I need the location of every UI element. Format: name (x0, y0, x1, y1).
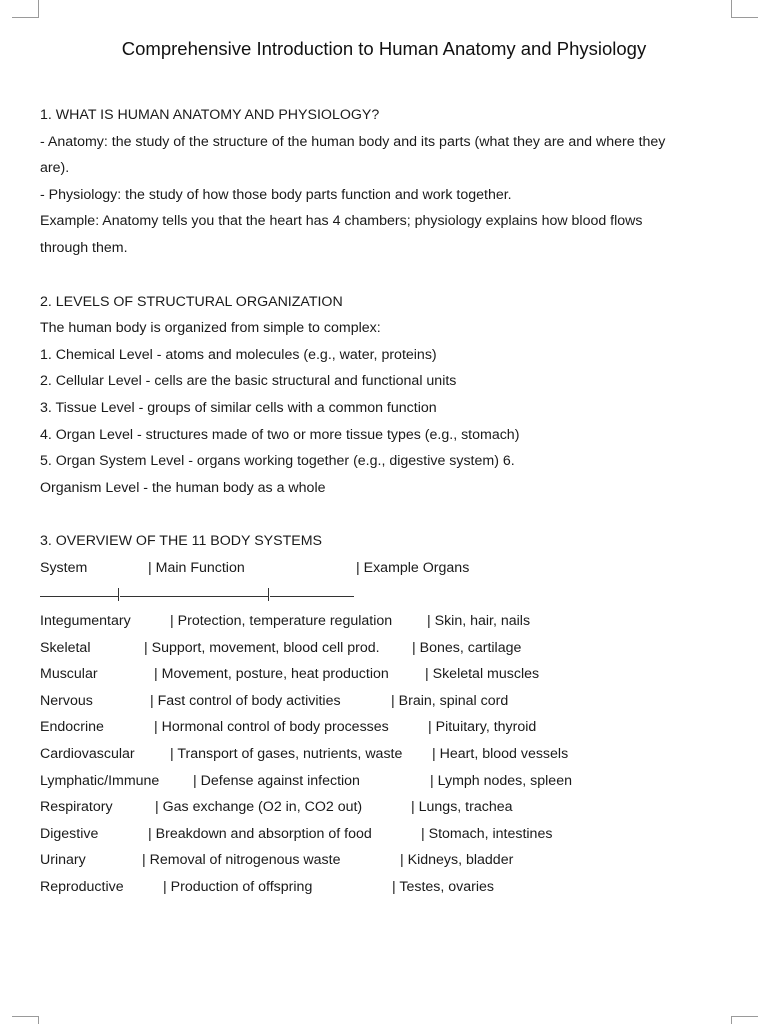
physiology-definition: - Physiology: the study of how those body parts function and work together. (40, 186, 512, 203)
system-function: | Support, movement, blood cell prod. (144, 639, 380, 656)
document-title: Comprehensive Introduction to Human Anatomy and Physiology (121, 38, 647, 59)
system-function: | Defense against infection (193, 772, 360, 789)
system-organs: | Skeletal muscles (425, 666, 540, 683)
system-organs: | Testes, ovaries (392, 879, 494, 896)
table-row (40, 794, 730, 821)
table-row (40, 768, 730, 795)
system-name: Reproductive (40, 879, 124, 896)
header-main-function: | Main Function (148, 559, 245, 576)
header-example-organs: | Example Organs (356, 559, 470, 576)
system-name: Digestive (40, 825, 99, 842)
system-name: Lymphatic/Immune (40, 772, 160, 789)
level-item: 1. Chemical Level - atoms and molecules (e.g., water, proteins) (40, 346, 437, 363)
system-name: Muscular (40, 666, 98, 683)
system-organs: | Heart, blood vessels (432, 746, 569, 763)
levels-intro: The human body is organized from simple to complex: (40, 320, 381, 337)
table-divider (40, 582, 730, 609)
crop-mark-bottom-left (12, 1016, 39, 1024)
section-2-heading: 2. LEVELS OF STRUCTURAL ORGANIZATION (40, 293, 343, 310)
table-row (40, 847, 730, 874)
table-row (40, 661, 730, 688)
table-row (40, 874, 730, 901)
system-function: | Movement, posture, heat production (154, 666, 389, 683)
system-function: | Transport of gases, nutrients, waste (170, 746, 403, 763)
level-item: 4. Organ Level - structures made of two or more tissue types (e.g., stomach) (40, 426, 520, 443)
system-organs: | Brain, spinal cord (391, 692, 509, 709)
anatomy-definition-line-1: - Anatomy: the study of the structure of the human body and its parts (what they are and where they (40, 133, 666, 150)
system-organs: | Stomach, intestines (421, 825, 553, 842)
level-item: 3. Tissue Level - groups of similar cells with a common function (40, 399, 437, 416)
example-line-1: Example: Anatomy tells you that the heart has 4 chambers; physiology explains how blood flows (40, 213, 643, 230)
system-organs: | Pituitary, thyroid (428, 719, 537, 736)
system-organs: | Lungs, trachea (411, 799, 513, 816)
system-function: | Hormonal control of body processes (154, 719, 389, 736)
header-system: System (40, 559, 88, 576)
table-row (40, 688, 730, 715)
table-row (40, 821, 730, 848)
system-name: Integumentary (40, 613, 131, 630)
table-row (40, 714, 730, 741)
system-organs: | Kidneys, bladder (400, 852, 514, 869)
table-row (40, 741, 730, 768)
crop-mark-top-left (12, 0, 39, 18)
system-function: | Production of offspring (163, 879, 313, 896)
system-name: Nervous (40, 692, 93, 709)
system-name: Respiratory (40, 799, 113, 816)
system-organs: | Lymph nodes, spleen (430, 772, 572, 789)
section-1-heading: 1. WHAT IS HUMAN ANATOMY AND PHYSIOLOGY? (40, 107, 380, 123)
system-organs: | Bones, cartilage (412, 639, 522, 656)
crop-mark-top-right (731, 0, 758, 18)
crop-mark-bottom-right (731, 1016, 758, 1024)
system-function: | Protection, temperature regulation (170, 613, 393, 630)
level-item: Organism Level - the human body as a whole (40, 479, 326, 496)
table-row (40, 635, 730, 662)
system-organs: | Skin, hair, nails (427, 613, 531, 630)
system-function: | Fast control of body activities (150, 692, 341, 709)
system-name: Skeletal (40, 639, 91, 656)
example-line-2: through them. (40, 239, 128, 256)
level-item: 2. Cellular Level - cells are the basic structural and functional units (40, 373, 457, 390)
systems-table-header (40, 555, 730, 582)
level-item: 5. Organ System Level - organs working together (e.g., digestive system) 6. (40, 453, 515, 470)
system-name: Endocrine (40, 719, 104, 736)
system-name: Cardiovascular (40, 746, 135, 763)
anatomy-definition-line-2: are). (40, 160, 70, 177)
document-body (40, 102, 730, 901)
section-3-heading: 3. OVERVIEW OF THE 11 BODY SYSTEMS (40, 533, 322, 550)
system-function: | Gas exchange (O2 in, CO2 out) (155, 799, 363, 816)
table-row (40, 608, 730, 635)
system-function: | Removal of nitrogenous waste (142, 852, 341, 869)
system-function: | Breakdown and absorption of food (148, 825, 372, 842)
system-name: Urinary (40, 852, 86, 869)
